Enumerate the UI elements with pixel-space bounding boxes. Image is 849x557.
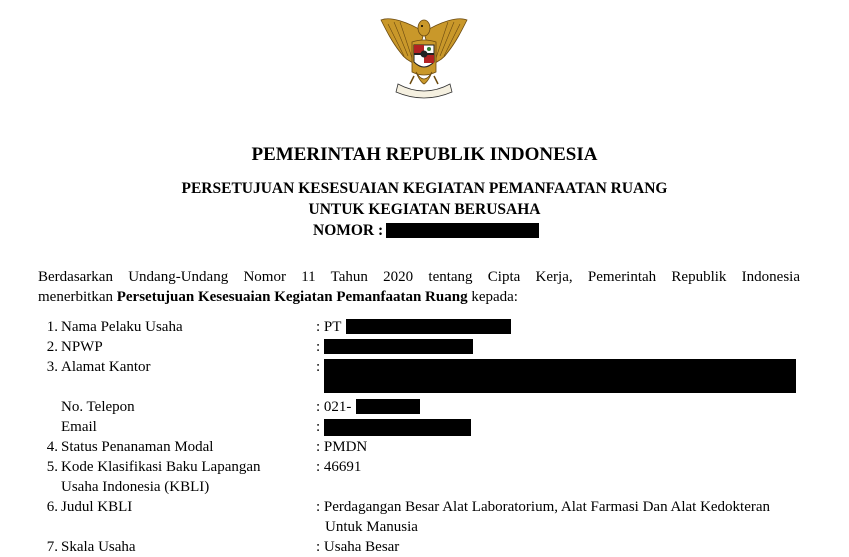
- document-title-line2: UNTUK KEGIATAN BERUSAHA: [308, 201, 541, 218]
- nomor-label: NOMOR :: [313, 222, 384, 239]
- intro-line2: menerbitkan Persetujuan Kesesuaian Kegiatan Pemanfaatan Ruang kepada:: [38, 289, 518, 305]
- garuda-emblem: [378, 12, 470, 102]
- redacted-nomor: [386, 223, 539, 238]
- redacted-email: [324, 419, 471, 436]
- redacted-company-name: [346, 319, 511, 334]
- permit-name: Persetujuan Kesesuaian Kegiatan Pemanfaatan Ruang: [116, 289, 468, 305]
- redacted-address: [324, 359, 796, 393]
- document-title-line1: PERSETUJUAN KESESUAIAN KEGIATAN PEMANFAATAN RUANG: [181, 180, 668, 197]
- redacted-npwp: [324, 339, 473, 354]
- government-title: PEMERINTAH REPUBLIK INDONESIA: [251, 144, 598, 165]
- redacted-phone: [356, 399, 420, 414]
- intro-paragraph: [38, 267, 800, 307]
- intro-line1: Berdasarkan Undang-Undang Nomor 11 Tahun 2020 tentang Cipta Kerja, Pemerintah Republik Indonesia: [38, 269, 800, 285]
